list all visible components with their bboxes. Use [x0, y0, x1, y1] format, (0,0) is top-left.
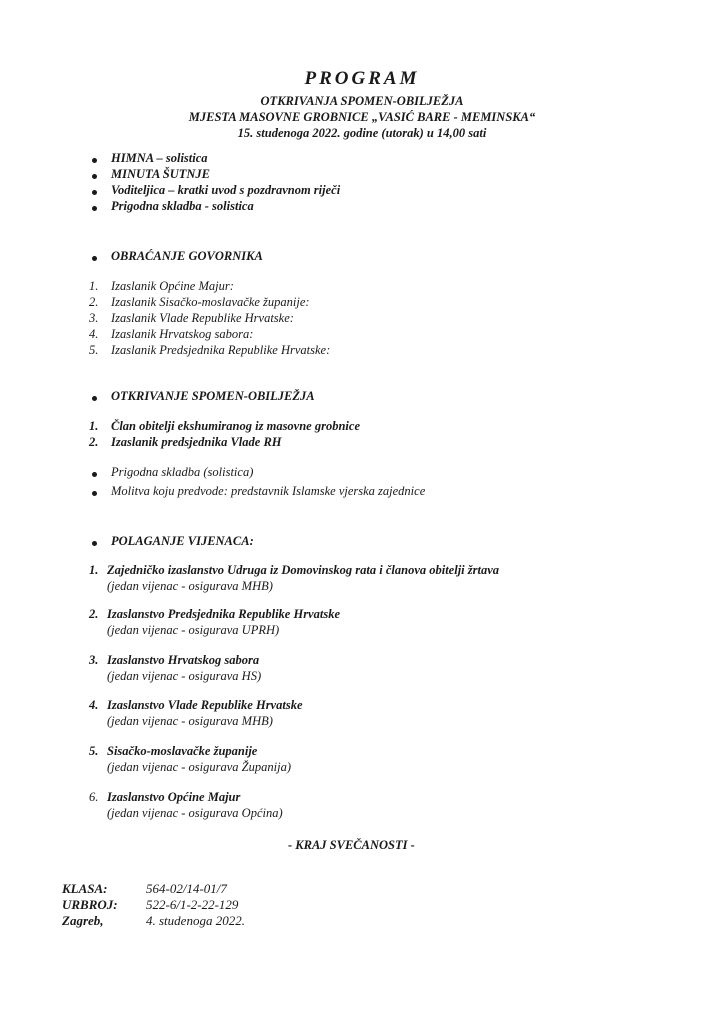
- header-line-3: 15. studenoga 2022. godine (utorak) u 14,00 sati: [237, 126, 487, 140]
- wreath-detail: (jedan vijenac - osigurava UPRH): [107, 623, 280, 637]
- closing-text: - KRAJ SVEČANOSTI -: [288, 838, 415, 852]
- bullet-icon: [92, 541, 97, 546]
- wreath-item: Izaslanstvo Predsjednika Republike Hrvatske: [107, 607, 340, 621]
- wreath-item: Izaslanstvo Vlade Republike Hrvatske: [107, 698, 303, 712]
- speaker-item: Izaslanik Hrvatskog sabora:: [111, 327, 254, 341]
- bullet-icon: [92, 491, 97, 496]
- wreath-item: Izaslanstvo Općine Majur: [107, 790, 241, 804]
- header-line-1: OTKRIVANJA SPOMEN-OBILJEŽJA: [260, 94, 464, 108]
- speaker-item: Izaslanik Općine Majur:: [111, 279, 234, 293]
- bullet-icon: [92, 190, 97, 195]
- extra-item: Prigodna skladba (solistica): [111, 465, 254, 479]
- wreath-item: Izaslanstvo Hrvatskog sabora: [107, 653, 260, 667]
- list-number: 2.: [89, 435, 99, 449]
- extra-item: Molitva koju predvode: predstavnik Islamske vjerska zajednice: [111, 484, 426, 498]
- unveiling-item: Izaslanik predsjednika Vlade RH: [111, 435, 282, 449]
- list-number: 1.: [89, 279, 99, 293]
- place-label: Zagreb,: [62, 913, 104, 928]
- bullet-icon: [92, 174, 97, 179]
- list-number: 2.: [89, 295, 99, 309]
- wreath-item: Sisačko-moslavačke županije: [107, 744, 258, 758]
- speaker-item: Izaslanik Sisačko-moslavačke županije:: [111, 295, 310, 309]
- intro-item: Voditeljica – kratki uvod s pozdravnom riječi: [111, 183, 341, 197]
- header-line-2: MJESTA MASOVNE GROBNICE „VASIĆ BARE - MEMINSKA“: [188, 110, 536, 124]
- list-number: 1.: [89, 563, 99, 577]
- speakers-heading: OBRAĆANJE GOVORNIKA: [111, 249, 263, 263]
- wreath-detail: (jedan vijenac - osigurava MHB): [107, 714, 273, 728]
- speaker-item: Izaslanik Predsjednika Republike Hrvatske:: [111, 343, 331, 357]
- list-number: 4.: [89, 327, 99, 341]
- list-number: 1.: [89, 419, 99, 433]
- bullet-icon: [92, 158, 97, 163]
- wreath-detail: (jedan vijenac - osigurava Županija): [107, 760, 291, 774]
- document-title: PROGRAM: [304, 68, 420, 89]
- list-number: 4.: [89, 698, 99, 712]
- list-number: 5.: [89, 343, 99, 357]
- unveiling-item: Član obitelji ekshumiranog iz masovne grobnice: [111, 419, 360, 433]
- date-value: 4. studenoga 2022.: [146, 913, 245, 928]
- list-number: 3.: [89, 311, 99, 325]
- urbroj-value: 522-6/1-2-22-129: [146, 897, 239, 912]
- urbroj-label: URBROJ:: [62, 897, 118, 912]
- bullet-icon: [92, 256, 97, 261]
- bullet-icon: [92, 396, 97, 401]
- wreath-detail: (jedan vijenac - osigurava Općina): [107, 806, 283, 820]
- intro-item: HIMNA – solistica: [111, 151, 208, 165]
- wreath-detail: (jedan vijenac - osigurava HS): [107, 669, 262, 683]
- unveiling-heading: OTKRIVANJE SPOMEN-OBILJEŽJA: [111, 389, 315, 403]
- list-number: 5.: [89, 744, 99, 758]
- wreath-detail: (jedan vijenac - osigurava MHB): [107, 579, 273, 593]
- bullet-icon: [92, 472, 97, 477]
- intro-item: MINUTA ŠUTNJE: [111, 167, 210, 181]
- list-number: 3.: [89, 653, 99, 667]
- list-number: 6.: [89, 790, 99, 804]
- intro-item: Prigodna skladba - solistica: [111, 199, 254, 213]
- wreath-item: Zajedničko izaslanstvo Udruga iz Domovinskog rata i članova obitelji žrtava: [107, 563, 500, 577]
- klasa-value: 564-02/14-01/7: [146, 881, 227, 896]
- list-number: 2.: [89, 607, 99, 621]
- wreaths-heading: POLAGANJE VIJENACA:: [111, 534, 254, 548]
- speaker-item: Izaslanik Vlade Republike Hrvatske:: [111, 311, 294, 325]
- bullet-icon: [92, 206, 97, 211]
- klasa-label: KLASA:: [62, 881, 108, 896]
